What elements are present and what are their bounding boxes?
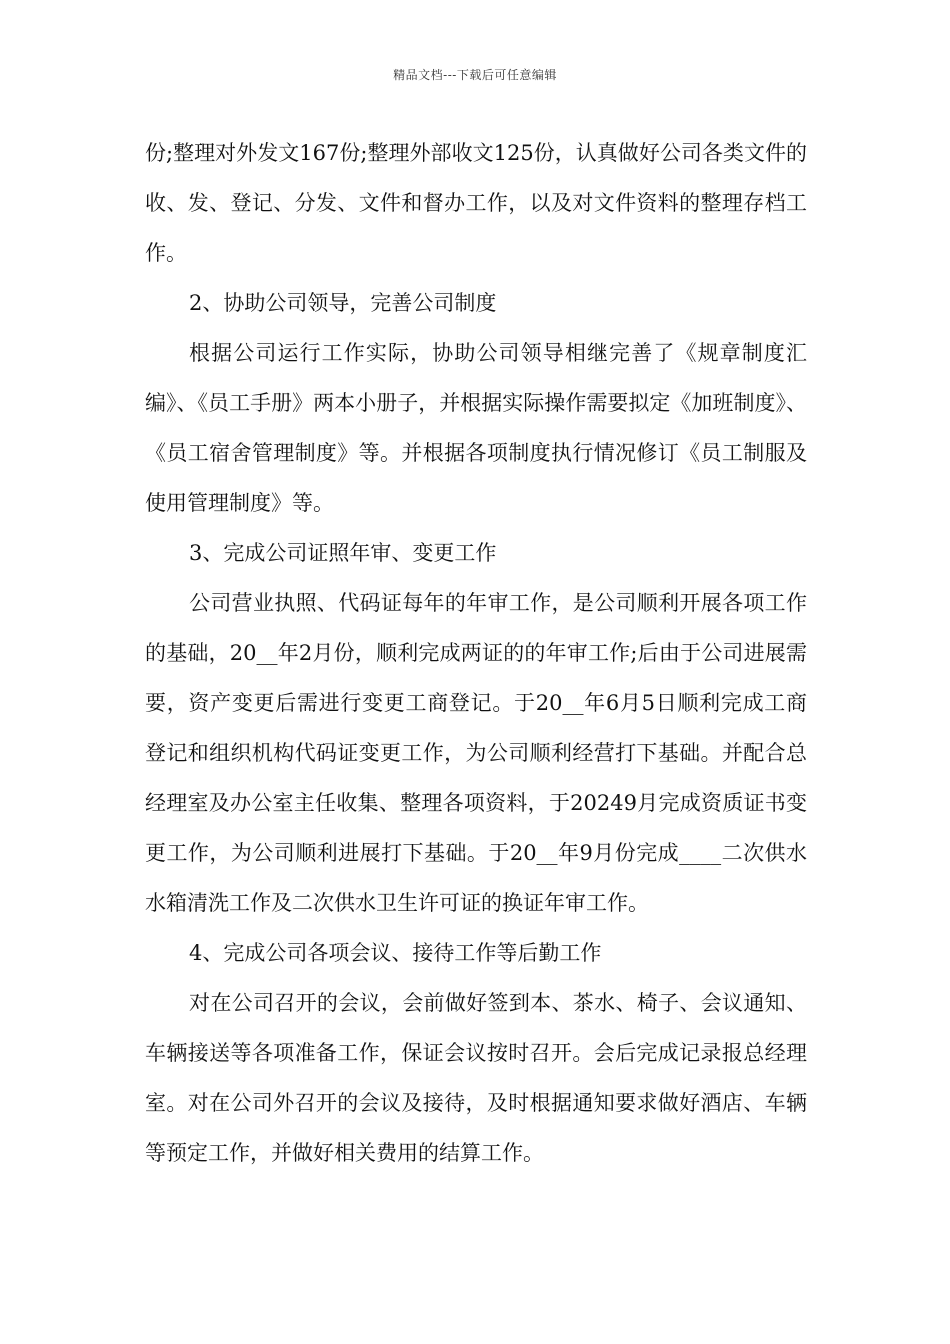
page-header: 精品文档---下载后可任意编辑 [393,68,557,82]
document-body [145,128,807,1178]
heading-assist-leadership: 2、协助公司领导，完善公司制度 [189,291,497,315]
paragraph-license-review: 公司营业执照、代码证每年的年审工作，是公司顺利开展各项工作的基础，20__年2月份，顺利完成两证的的年审工作;后由于公司进展需要，资产变更后需进行变更工商登记。于20__年6月5日顺利完成工商登记和组织机构代码证变更工作，为公司顺利经营打下基础。并配合总经理室及办公室主任收集、整理各项资料，于20249月完成资质证书变更工作，为公司顺利进展打下基础。于20__年9月份完成____二次供水水箱清洗工作及二次供水卫生许可证的换证年审工作。 [145,591,807,915]
paragraph-meetings-reception: 对在公司召开的会议，会前做好签到本、茶水、椅子、会议通知、车辆接送等各项准备工作，保证会议按时召开。会后完成记录报总经理室。对在公司外召开的会议及接待，及时根据通知要求做好酒店、车辆等预定工作，并做好相关费用的结算工作。 [145,991,807,1165]
heading-license-review: 3、完成公司证照年审、变更工作 [189,541,497,565]
paragraph-assist-leadership: 根据公司运行工作实际，协助公司领导相继完善了《规章制度汇编》、《员工手册》两本小册子，并根据实际操作需要拟定《加班制度》、《员工宿舍管理制度》等。并根据各项制度执行情况修订《员工制服及使用管理制度》等。 [145,341,807,515]
heading-meetings-reception: 4、完成公司各项会议、接待工作等后勤工作 [189,941,602,965]
paragraph-filing-summary: 份;整理对外发文167份;整理外部收文125份，认真做好公司各类文件的收、发、登记、分发、文件和督办工作，以及对文件资料的整理存档工作。 [145,141,807,265]
